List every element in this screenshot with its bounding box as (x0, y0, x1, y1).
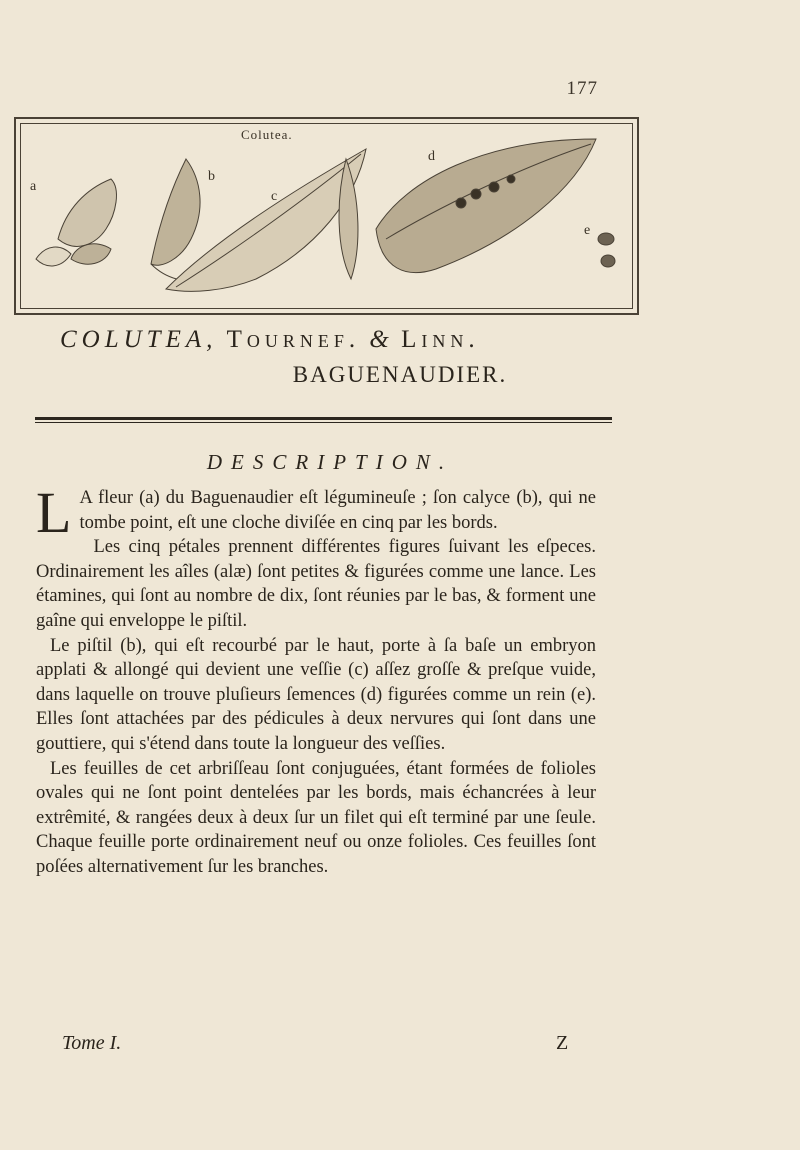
paragraph-3: Le piſtil (b), qui eſt recourbé par le haut, porte à ſa baſe un embryon applati & allongé qui devient une veſſie (c) aſſez groſſe & preſque vuide, dans laquelle on trouve pluſieurs ſemences (d) figurées comme un rein (e). Elles ſont attachées par des pédicules à deux nervures qui ſont dans une gouttiere, qui s'étend dans toute la longueur des veſſies. (36, 635, 596, 754)
section-rule (35, 417, 612, 420)
plate-illustration (16, 119, 637, 313)
flower-illustration (36, 179, 116, 266)
open-pod-illustration (339, 139, 596, 279)
plate-label-a: a (30, 179, 37, 194)
paragraph-2: Les cinq pétales prennent différentes figures ſuivant les eſpeces. Ordinairement les aîles (alæ) ſont petites & figurées comme une lance. Les étamines, qui ſont au nombre de dix, ſont réunies par le bas, & forment une gaîne qui enveloppe le piſtil. (36, 537, 596, 631)
plate-label-d: d (428, 149, 435, 164)
plate-label-b: b (208, 169, 215, 184)
signature-mark: Z (556, 1032, 569, 1054)
paragraph-1-text: A fleur (a) du Baguenaudier eſt légumineuſe ; ſon calyce (b), qui ne tombe point, eſt une cloche diviſée en cinq par les bords. (79, 488, 596, 533)
section-rule-thin (35, 422, 612, 423)
genus-name: COLUTEA, (60, 326, 218, 353)
description-text (36, 480, 596, 880)
drop-cap: L (36, 480, 72, 545)
species-title (60, 326, 620, 354)
ampersand: & (369, 326, 392, 353)
botanical-plate (14, 117, 639, 315)
plate-label-c: c (271, 189, 278, 204)
authority-linnaeus: Linn. (401, 326, 480, 353)
paragraph-4: Les feuilles de cet arbriſſeau ſont conjuguées, étant formées de folioles ovales qui ne ſont point dentelées par les bords, mais échancrées à leur extrêmité, & rangées deux à deux ſur un filet qui eſt terminé par une ſeule. Chaque feuille porte ordinairement neuf ou onze folioles. Ces feuilles ſont poſées alternativement ſur les branches. (36, 758, 596, 877)
plate-label-e: e (584, 223, 591, 238)
paragraph-1 (36, 480, 596, 545)
authority-tournefort: Tournef. (226, 326, 361, 353)
volume-label: Tome I. (62, 1032, 122, 1054)
section-heading: DESCRIPTION. (206, 450, 454, 474)
plate-caption: Colutea. (241, 127, 293, 142)
seed-illustration (598, 233, 615, 267)
page-number: 177 (566, 78, 598, 99)
common-name: BAGUENAUDIER. (292, 362, 508, 387)
